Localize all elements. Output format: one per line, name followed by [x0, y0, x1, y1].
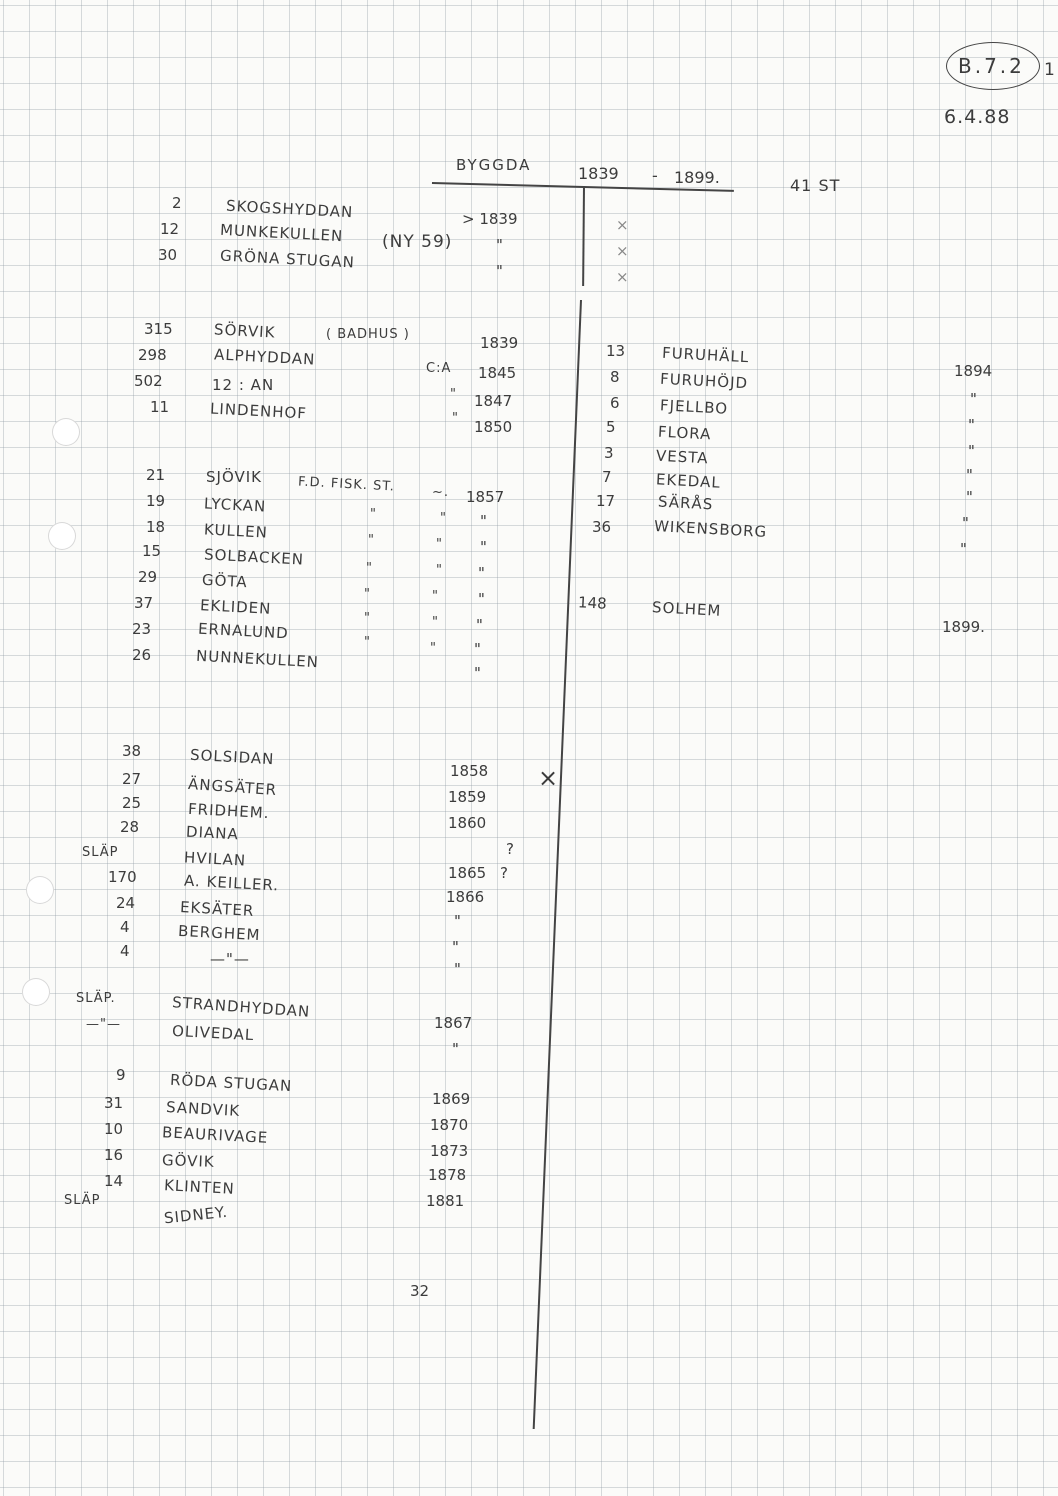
entry-ditto: ": [436, 563, 443, 578]
entry-number: 11: [150, 398, 170, 416]
entry-number: 36: [592, 518, 612, 536]
entry-year: 1850: [474, 418, 513, 436]
entry-year: 1865: [448, 864, 487, 882]
entry-name: —"—: [210, 950, 250, 968]
entry-year: ": [966, 488, 973, 506]
entry-name: FJELLBO: [659, 396, 729, 418]
entry-year: ": [968, 442, 975, 460]
entry-year: 1845: [478, 364, 517, 382]
entry-name: OLIVEDAL: [171, 1021, 255, 1045]
entry-year: ": [968, 416, 975, 434]
entry-name: NUNNEKULLEN: [195, 646, 320, 672]
entry-number: 23: [132, 620, 152, 638]
entry-name: DIANA: [185, 822, 240, 844]
entry-number: 37: [134, 594, 154, 612]
cross-mark: ×: [538, 764, 560, 792]
entry-name: SÄRÅS: [657, 492, 714, 514]
entry-year: 1869: [432, 1090, 471, 1108]
period-end: 1899.: [674, 168, 720, 187]
entry-number: 27: [122, 770, 142, 788]
page-number: 32: [410, 1282, 430, 1300]
entry-year: 1899.: [942, 618, 985, 636]
entry-number: 16: [104, 1146, 124, 1164]
entry-number: 13: [606, 342, 626, 360]
entry-number: 4: [120, 942, 130, 960]
entry-number: SLÄP.: [76, 991, 116, 1006]
entry-name: FURUHÖJD: [659, 369, 749, 393]
entry-number: 3: [604, 444, 614, 462]
entry-mark: ×: [616, 268, 630, 286]
entry-number: 25: [122, 794, 142, 812]
entry-number: 12: [160, 220, 180, 238]
entry-mark: ×: [616, 242, 630, 260]
entry-ditto: ": [364, 611, 371, 626]
entry-circa: ": [450, 387, 457, 402]
entry-number: 298: [138, 346, 167, 364]
entry-year: 1894: [954, 362, 993, 380]
entry-name: KULLEN: [203, 520, 269, 542]
period-start: 1839: [578, 164, 619, 183]
entry-note: (NY 59): [382, 232, 453, 252]
entry-year: ": [454, 912, 461, 930]
entry-number: 29: [138, 568, 158, 586]
entry-circa: ~.: [432, 485, 450, 500]
entry-ditto: ": [366, 561, 373, 576]
entry-name: FRIDHEM.: [187, 799, 270, 823]
date: 6.4.88: [944, 106, 1011, 128]
punch-hole: [48, 522, 76, 550]
count: 41 ST: [790, 176, 841, 195]
entry-name: SÖRVIK: [213, 320, 276, 342]
entry-name: FURUHÄLL: [661, 343, 750, 367]
entry-number: 6: [610, 394, 620, 412]
entry-number: 15: [142, 542, 162, 560]
entry-number: 2: [172, 194, 182, 212]
entry-name: STRANDHYDDAN: [171, 993, 311, 1021]
entry-year: 1867: [434, 1014, 473, 1032]
entry-year: ": [452, 1040, 459, 1058]
entry-year: 1878: [428, 1166, 467, 1184]
entry-name: EKSÄTER: [179, 898, 255, 920]
entry-year: ": [480, 512, 487, 530]
entry-name: EKLIDEN: [199, 596, 272, 618]
entry-name: LINDENHOF: [209, 399, 308, 423]
period-dash: -: [652, 166, 659, 185]
entry-name: SOLHEM: [651, 598, 722, 620]
entry-year: ": [478, 590, 485, 608]
entry-year: ": [962, 514, 969, 532]
entry-ditto: ": [436, 537, 443, 552]
question-mark: ?: [500, 864, 509, 882]
center-divider: [582, 186, 584, 286]
entry-year: ": [474, 664, 481, 682]
entry-year: 1857: [466, 488, 505, 506]
center-divider-long: [533, 300, 582, 1429]
entry-name: GÖTA: [201, 570, 249, 592]
entry-year: 1859: [448, 788, 487, 806]
entry-number: 10: [104, 1120, 124, 1138]
entry-name: A. KEILLER.: [183, 871, 280, 895]
entry-name: HVILAN: [183, 848, 247, 870]
punch-hole: [52, 418, 80, 446]
entry-name: WIKENSBORG: [653, 517, 768, 541]
entry-ditto: ": [432, 615, 439, 630]
entry-number: SLÄP: [64, 1193, 101, 1208]
entry-name: ÄNGSÄTER: [187, 774, 278, 800]
entry-year: 1866: [446, 888, 485, 906]
entry-name: SJÖVIK: [206, 468, 263, 486]
entry-year: ": [480, 538, 487, 556]
entry-ditto: ": [370, 507, 377, 522]
entry-number: 502: [134, 372, 163, 390]
entry-year: ": [452, 938, 459, 956]
entry-name: VESTA: [655, 446, 709, 468]
entry-name: ALPHYDDAN: [213, 345, 316, 369]
entry-name: EKEDAL: [655, 470, 722, 492]
entry-name: GRÖNA STUGAN: [219, 246, 356, 272]
entry-year: 1860: [448, 814, 487, 832]
entry-year: 1847: [474, 392, 513, 410]
entry-year: ": [496, 262, 503, 280]
entry-note: ( BADHUS ): [326, 327, 410, 342]
entry-year: 1870: [430, 1116, 469, 1134]
entry-circa: C:A: [426, 361, 452, 376]
entry-number: 19: [146, 492, 166, 510]
entry-ditto: ": [368, 533, 375, 548]
entry-name: SOLSIDAN: [189, 745, 275, 769]
entry-year: ": [960, 540, 967, 558]
entry-number: 38: [122, 742, 142, 760]
entry-name: SOLBACKEN: [203, 545, 305, 569]
entry-name: GÖVIK: [161, 1151, 216, 1171]
entry-name: SANDVIK: [165, 1098, 241, 1120]
entry-number: 315: [144, 320, 173, 338]
entry-year: 1881: [426, 1192, 465, 1210]
entry-number: 148: [577, 593, 608, 613]
title: BYGGDA: [456, 156, 532, 174]
entry-number: 5: [606, 418, 616, 436]
entry-year: ": [478, 564, 485, 582]
question-mark: ?: [506, 840, 515, 858]
punch-hole: [22, 978, 50, 1006]
entry-number: 17: [596, 492, 616, 510]
entry-ditto: ": [430, 641, 437, 656]
entry-name: 12 : AN: [212, 376, 275, 394]
entry-year: ": [476, 616, 483, 634]
entry-number: 24: [116, 894, 136, 912]
entry-name: MUNKEKULLEN: [219, 220, 344, 246]
entry-number: 31: [104, 1094, 124, 1112]
entry-name: RÖDA STUGAN: [169, 1070, 293, 1096]
entry-name: BEAURIVAGE: [161, 1123, 269, 1147]
entry-number: 4: [120, 918, 130, 936]
entry-mark: ×: [616, 216, 630, 234]
entry-year: ": [496, 236, 503, 254]
entry-circa: ": [452, 411, 459, 426]
entry-year: 1873: [430, 1142, 469, 1160]
entry-number: 21: [146, 466, 166, 484]
reference-code: B.7.2: [958, 54, 1025, 78]
entry-year: ": [474, 640, 481, 658]
entry-ditto: ": [364, 587, 371, 602]
entry-number: 9: [116, 1066, 126, 1084]
entry-number: 8: [610, 368, 620, 386]
entry-ditto: ": [432, 589, 439, 604]
entry-ditto: ": [440, 511, 447, 526]
entry-number: 7: [602, 468, 612, 486]
entry-number: 28: [120, 818, 140, 836]
entry-name: FLORA: [657, 422, 712, 444]
entry-year: ": [454, 960, 461, 978]
entry-name: SKOGSHYDDAN: [225, 196, 354, 222]
entry-year: 1858: [450, 762, 489, 780]
entry-year: 1839: [480, 334, 519, 352]
entry-year: > 1839: [462, 210, 518, 228]
entry-number: —"—: [86, 1017, 121, 1032]
entry-number: 18: [146, 518, 166, 536]
entry-name: SIDNEY.: [163, 1202, 229, 1228]
entry-number: 14: [104, 1172, 124, 1190]
entry-number: 30: [158, 246, 178, 264]
entry-name: LYCKAN: [203, 494, 267, 516]
entry-year: ": [966, 466, 973, 484]
entry-number: 170: [108, 868, 137, 886]
entry-name: BERGHEM: [177, 921, 261, 945]
entry-name: ERNALUND: [197, 619, 290, 643]
punch-hole: [26, 876, 54, 904]
entry-number: 26: [132, 646, 152, 664]
entry-name: KLINTEN: [163, 1176, 236, 1198]
entry-number: SLÄP: [82, 845, 119, 860]
entry-year: ": [970, 390, 977, 408]
entry-ditto: ": [364, 635, 371, 650]
reference-suffix: 1: [1044, 60, 1056, 80]
entry-note: F.D. FISK. ST.: [297, 474, 396, 495]
